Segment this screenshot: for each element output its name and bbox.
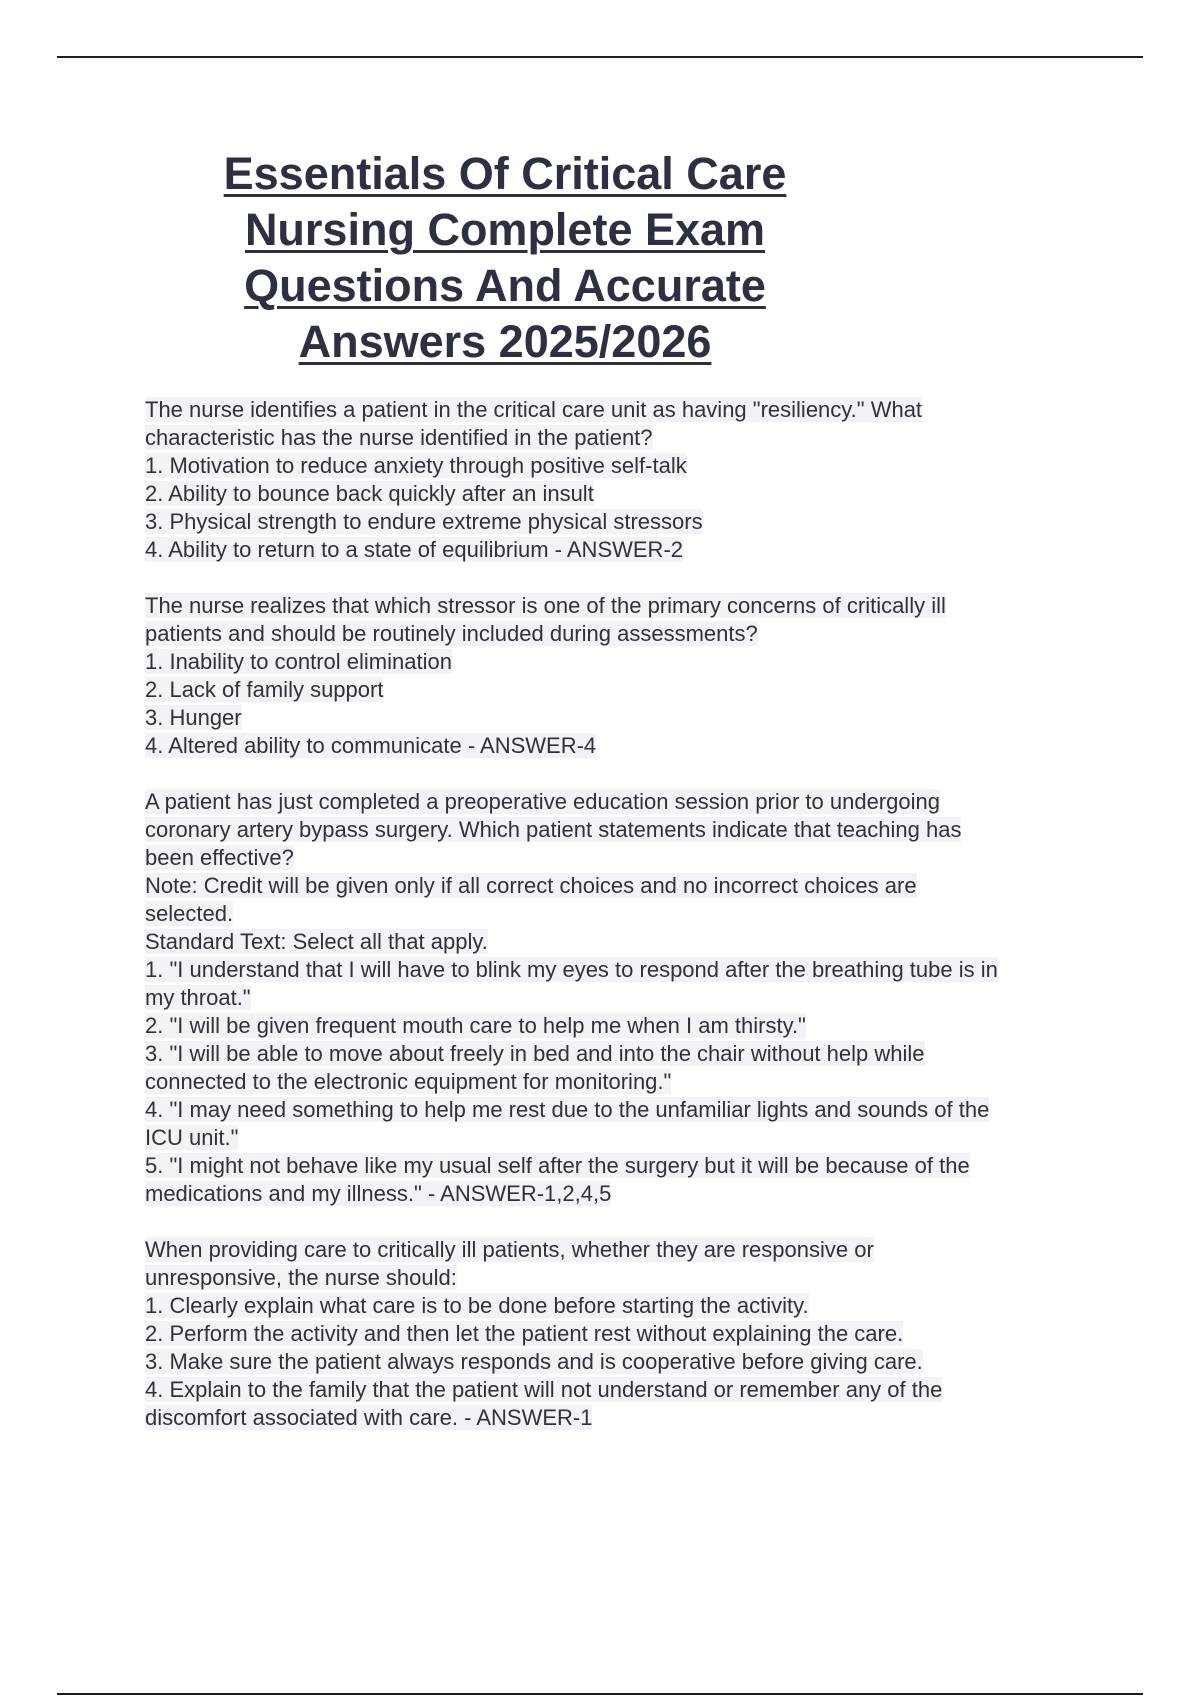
question-line: The nurse identifies a patient in the critical care unit as having "resiliency." What (145, 397, 923, 422)
question-4 (145, 1236, 1090, 1432)
question-line: characteristic has the nurse identified in the patient? (145, 425, 653, 450)
answer-option: 2. Ability to bounce back quickly after an insult (145, 481, 594, 506)
answer-option: 3. "I will be able to move about freely in bed and into the chair without help while (145, 1041, 925, 1066)
answer-option: 2. Perform the activity and then let the patient rest without explaining the care. (145, 1321, 904, 1346)
answer-option: connected to the electronic equipment for monitoring." (145, 1069, 672, 1094)
answer-option: medications and my illness." - ANSWER-1,2,4,5 (145, 1181, 612, 1206)
question-line: been effective? (145, 845, 294, 870)
answer-option: 1. Inability to control elimination (145, 649, 452, 674)
title-line (145, 314, 865, 370)
title-line (145, 258, 865, 314)
answer-option: 2. Lack of family support (145, 677, 384, 702)
question-line: The nurse realizes that which stressor is one of the primary concerns of critically ill (145, 593, 946, 618)
question-1 (145, 396, 1090, 564)
question-note: selected. (145, 901, 234, 926)
answer-option: ICU unit." (145, 1125, 239, 1150)
answer-option: 1. Clearly explain what care is to be done before starting the activity. (145, 1293, 809, 1318)
top-rule (57, 56, 1143, 58)
answer-option: 3. Hunger (145, 705, 242, 730)
answer-option: 4. Ability to return to a state of equilibrium - ANSWER-2 (145, 537, 684, 562)
question-line: A patient has just completed a preoperative education session prior to undergoing (145, 789, 940, 814)
question-line: unresponsive, the nurse should: (145, 1265, 457, 1290)
answer-option: 5. "I might not behave like my usual self after the surgery but it will be because of the (145, 1153, 970, 1178)
title-text: Nursing Complete Exam (244, 204, 766, 255)
answer-option: 2. "I will be given frequent mouth care to help me when I am thirsty." (145, 1013, 806, 1038)
answer-option: my throat." (145, 985, 251, 1010)
title-line (145, 146, 865, 202)
answer-option: 4. "I may need something to help me rest due to the unfamiliar lights and sounds of the (145, 1097, 990, 1122)
document-title (145, 146, 865, 370)
title-text: Essentials Of Critical Care (223, 148, 787, 199)
question-line: patients and should be routinely included during assessments? (145, 621, 758, 646)
question-list (145, 396, 1090, 1460)
bottom-rule (57, 1693, 1143, 1695)
title-line (145, 202, 865, 258)
title-text: Questions And Accurate (244, 260, 766, 311)
question-3 (145, 788, 1090, 1208)
answer-option: 4. Altered ability to communicate - ANSWER-4 (145, 733, 597, 758)
question-line: When providing care to critically ill patients, whether they are responsive or (145, 1237, 874, 1262)
answer-option: 1. Motivation to reduce anxiety through positive self-talk (145, 453, 687, 478)
answer-option: discomfort associated with care. - ANSWER-1 (145, 1405, 593, 1430)
answer-option: 3. Physical strength to endure extreme physical stressors (145, 509, 703, 534)
answer-option: 3. Make sure the patient always responds and is cooperative before giving care. (145, 1349, 923, 1374)
answer-option: 1. "I understand that I will have to blink my eyes to respond after the breathing tube is in (145, 957, 998, 982)
answer-option: 4. Explain to the family that the patient will not understand or remember any of the (145, 1377, 943, 1402)
question-2 (145, 592, 1090, 760)
title-text: Answers 2025/2026 (298, 316, 712, 367)
question-note: Note: Credit will be given only if all correct choices and no incorrect choices are (145, 873, 917, 898)
question-note: Standard Text: Select all that apply. (145, 929, 488, 954)
question-line: coronary artery bypass surgery. Which patient statements indicate that teaching has (145, 817, 962, 842)
